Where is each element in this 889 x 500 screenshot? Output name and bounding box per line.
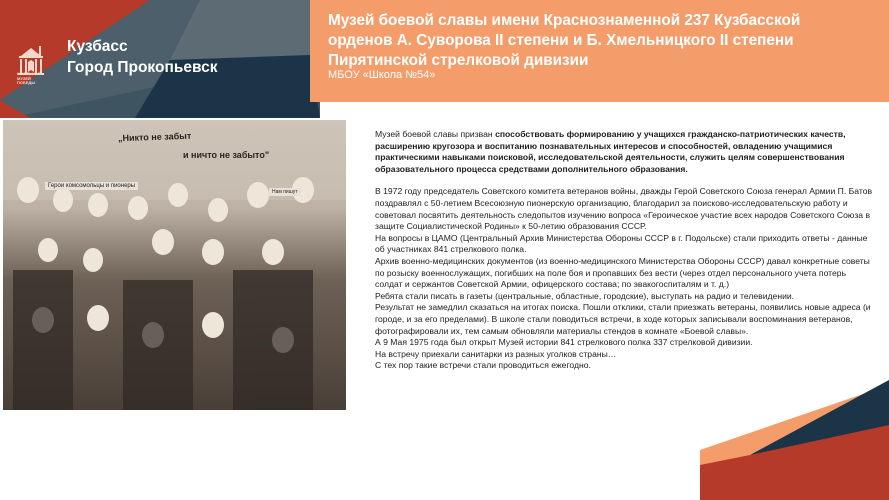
historical-group-photo [3, 120, 346, 410]
history-paragraph: Результат не замедлил сказаться на итогах поиска. Пошли отклики, стали приезжать ветераны, появились новые адреса (и городе, и за его пределами). В школе стали поводиться встречи, в ходе которых записывали воспоминания ветеранов, фотографировали их, тем самым обновляли материалы стендов в комнате «Боевой славы». [375, 302, 871, 336]
history-paragraph: На встречу приехали санитарки из разных уголков страны… [375, 348, 617, 359]
intro-bold: способствовать формированию у учащихся гражданско-патриотических качеств, расширению кругозора и воспитанию познавательных интересов и способностей, овладению учащимися практическими навыками поисковой, исследовательской деятельности, служить целям совершенствования образовательного процесса средствами дополнительного образования. [375, 129, 846, 174]
history-paragraph: На вопросы в ЦАМО (Центральный Архив Министерства Обороны СССР в г. Подольске) стали приходить ответы - данные об участниках 841 стрелкового полка. [375, 232, 868, 255]
title-line: Музей боевой славы имени Краснознаменной 237 Кузбасской [328, 12, 801, 29]
school-subtitle: МБОУ «Школа №54» [328, 69, 436, 81]
history-paragraph: В 1972 году председатель Советского комитета ветеранов войны, дважды Герой Советского Союза генерал Армии П. Батов поздравлял с 50-летием Всесоюзную пионерскую организацию, благодарил за поисково-исследовательскую работу и советовал посвятить деятельность следопытов изучению вопроса «Героическое участие всех народов Советского Союза в защите Социалистической Родины» к 50-летию образования СССР. [375, 186, 873, 232]
city-name: Город Прокопьевск [67, 59, 218, 76]
intro-plain: Музей боевой славы призван [375, 129, 496, 139]
wall-slogan: и ничто не забыто" [183, 150, 270, 160]
history-paragraph: Архив военно-медицинских документов (из военно-медицинского Министерства Обороны СССР) давал конкретные советы по розыску военнослужащих, погибших на поле боя и пропавших без вести (через отдел персонального учета потерь солдат и сержантов Советской Армии, офицерского состава; по эвакогоспиталям и т. д.) [375, 255, 870, 290]
region-label [67, 36, 218, 78]
photo-people-silhouettes [3, 120, 346, 410]
wall-slogan: „Никто не забыт [117, 130, 192, 144]
page-title [328, 11, 888, 71]
museum-description [375, 129, 875, 372]
history-paragraph: А 9 Мая 1975 года был открыт Музей истории 841 стрелкового полка 337 стрелковой дивизии. [375, 337, 753, 348]
intro-paragraph [375, 129, 875, 175]
title-line: Пирятинской стрелковой дивизии [328, 52, 589, 69]
region-name: Кузбасс [67, 38, 128, 55]
logo-text: ШКОЛЬНЫЙ МУЗЕЙ ПОБЕДЫ [17, 71, 42, 85]
history-paragraph: С тех пор такие встречи стали проводиться ежегодно. [375, 360, 591, 371]
wall-banner: Герои комсомольцы и пионеры [45, 182, 138, 190]
title-line: орденов А. Суворова II степени и Б. Хмельницкого II степени [328, 32, 794, 49]
history-paragraph: Ребята стали писать в газеты (центральные, областные, городские), выступать на радио и телевидении. [375, 290, 795, 301]
wall-banner: Нам пишут [269, 188, 301, 196]
